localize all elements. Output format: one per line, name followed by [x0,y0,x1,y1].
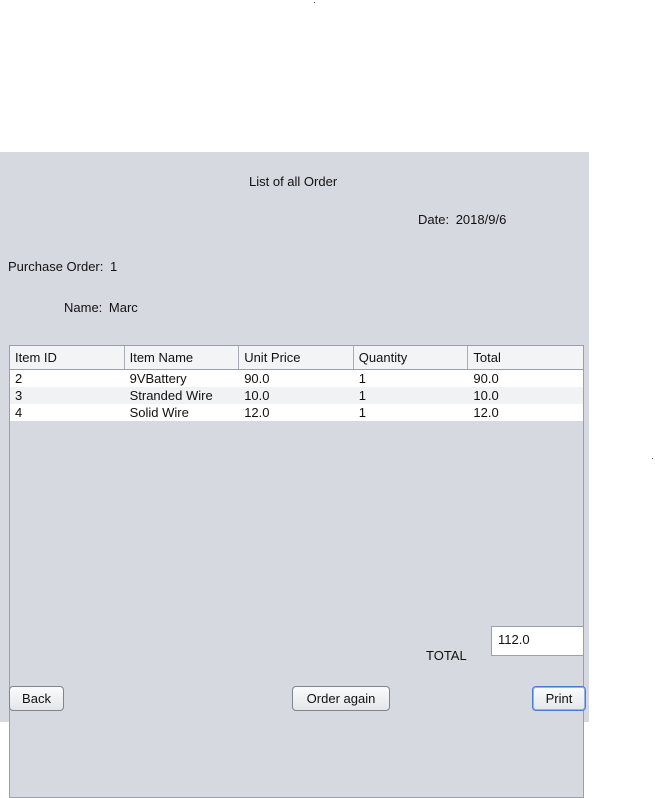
cell-unit-price: 12.0 [244,405,270,420]
stray-pixel-top [314,2,315,3]
stray-pixel-right [652,458,653,459]
cell-item-id: 3 [15,388,23,403]
cell-total: 90.0 [473,371,499,386]
cell-item-id: 2 [15,371,23,386]
table-row[interactable] [10,387,583,404]
cell-total: 12.0 [473,405,499,420]
order-again-button[interactable]: Order again [292,686,390,711]
cell-item-name: 9VBattery [129,371,187,386]
print-button[interactable]: Print [532,686,586,711]
order-items-table[interactable] [9,345,584,798]
cell-quantity: 1 [358,388,367,403]
purchase-order-value: 1 [110,259,118,274]
column-header-unit-price[interactable]: Unit Price [239,346,354,369]
cell-item-name: Solid Wire [129,405,189,420]
column-header-item-id[interactable]: Item ID [10,346,125,369]
page-title: List of all Order [249,174,338,189]
cell-unit-price: 90.0 [244,371,270,386]
column-header-item-name[interactable]: Item Name [125,346,240,369]
customer-name-row [64,300,138,315]
table-header [10,346,583,370]
purchase-order-label: Purchase Order: [8,259,104,274]
customer-name-label: Name: [64,300,103,315]
purchase-order-row [8,259,117,274]
cell-quantity: 1 [358,371,367,386]
total-label: TOTAL [426,648,467,663]
column-header-total[interactable]: Total [473,350,501,365]
cell-total: 10.0 [473,388,499,403]
date-value: 2018/9/6 [455,212,507,227]
order-list-panel [0,152,589,722]
customer-name-value: Marc [108,300,138,315]
cell-unit-price: 10.0 [244,388,270,403]
column-header-quantity[interactable]: Quantity [354,346,469,369]
date-row [418,212,506,227]
table-row[interactable] [10,404,583,421]
cell-quantity: 1 [358,405,367,420]
cell-item-name: Stranded Wire [129,388,213,403]
date-label: Date: [418,212,450,227]
cell-item-id: 4 [15,405,23,420]
back-button[interactable]: Back [9,686,64,711]
total-field[interactable]: 112.0 [491,626,584,656]
table-row[interactable] [10,370,583,387]
